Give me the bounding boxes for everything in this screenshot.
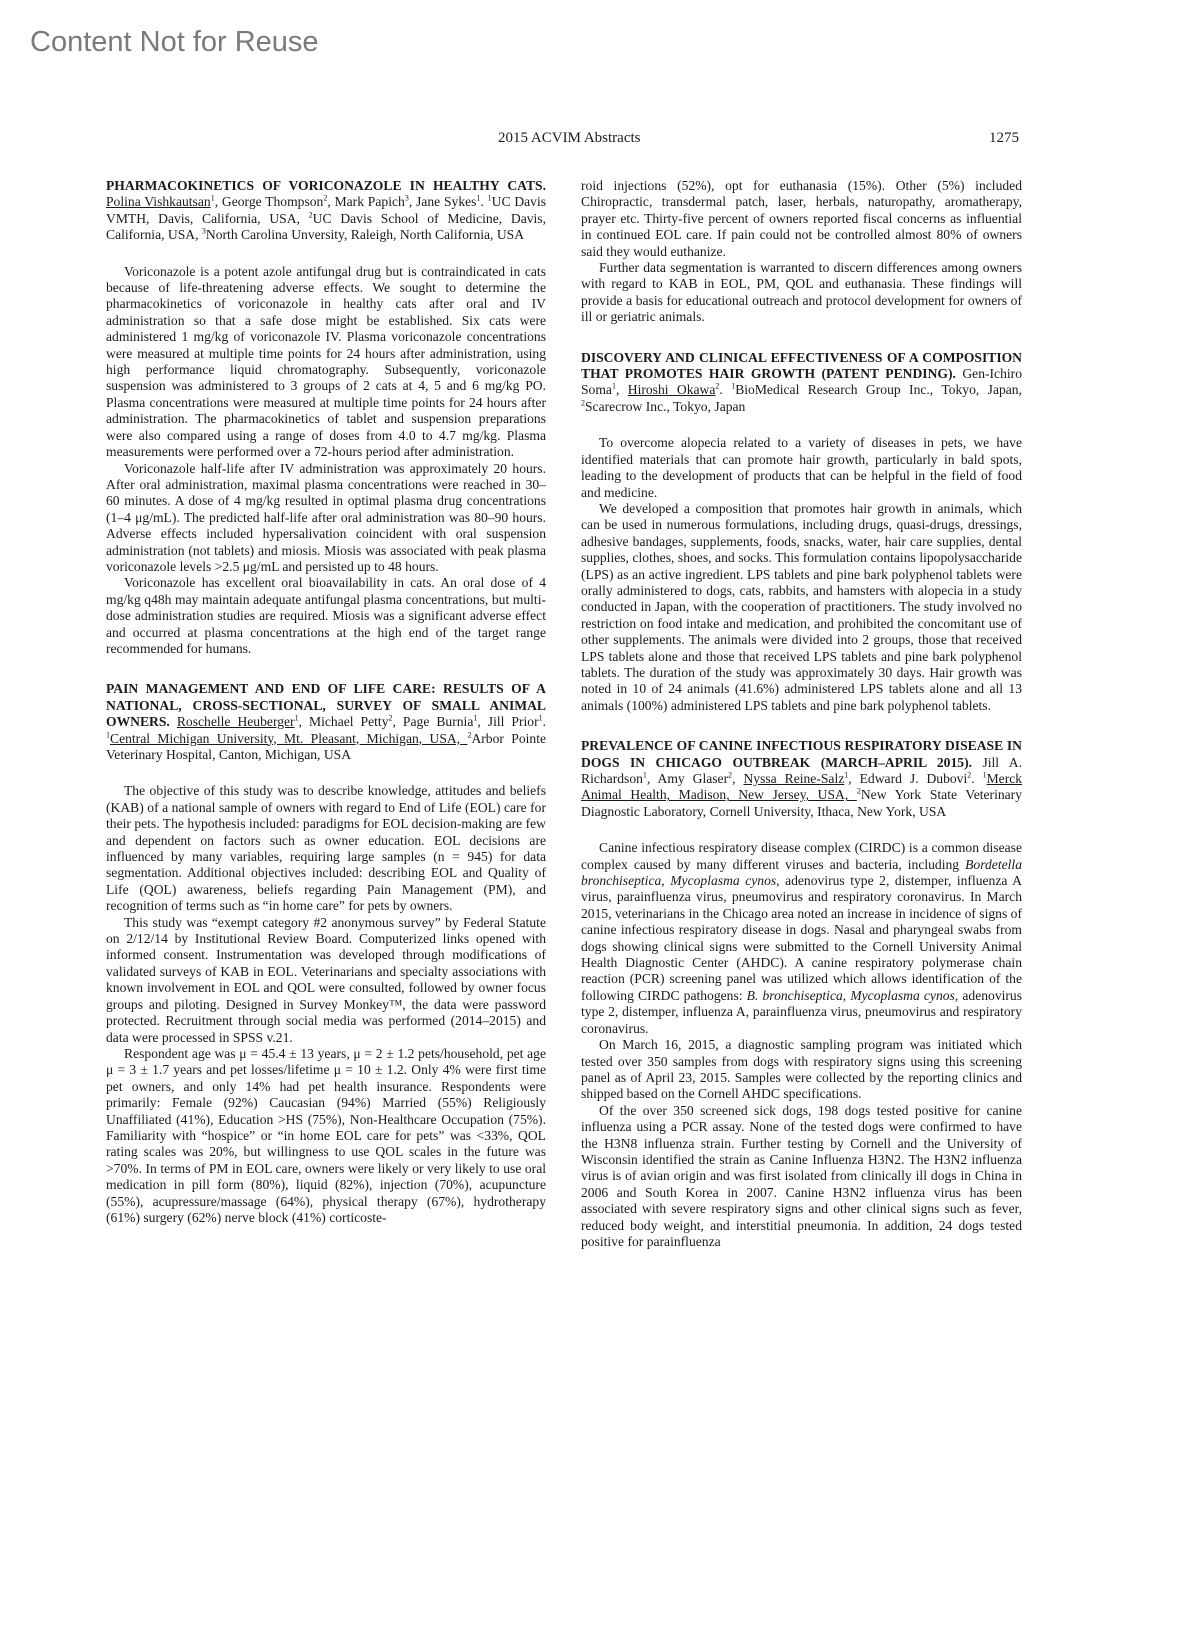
author-superscript: 1 [642, 770, 647, 780]
page-number: 1275 [989, 130, 1019, 146]
abstract-header [581, 350, 1022, 416]
affiliation: North Carolina Unversity, Raleigh, North California, USA [205, 227, 525, 243]
affiliation: New York State Veterinary Diagnostic Laboratory, Cornell University, Ithaca, New York, USA [581, 787, 1023, 819]
author-separator: , [646, 771, 658, 786]
abstract-header [581, 738, 1022, 820]
author-superscript: 2 [967, 770, 972, 780]
affiliation-superscript: 1 [487, 193, 492, 203]
affiliation-superscript: 1 [982, 770, 987, 780]
running-head [0, 130, 1200, 150]
abstract-paragraph: The objective of this study was to describe knowledge, attitudes and beliefs (KAB) of a national sample of owners with regard to End of Life (EOL) care for their pets. The hypothesis included: paradigms for EOL decision-making are few and dependent on factors such as owner education. EOL decisions are influenced by many variables, requiring large samples (n = 945) for data segmentation. Additional objectives included: describing EOL and Quality of Life (QOL) awareness, beliefs regarding Pain Management (PM), and recognition of terms such as “in home care” for pets by owners. [106, 783, 546, 914]
affiliation-superscript: 3 [201, 226, 206, 236]
affiliation-superscript: 2 [467, 730, 472, 740]
affiliation: BioMedical Research Group Inc., Tokyo, Japan, [735, 382, 1022, 398]
author-separator: , [848, 771, 860, 786]
author-separator: . [971, 771, 983, 786]
author-name: Roschelle Heuberger [176, 714, 295, 730]
species-name: Mycoplasma cynos [670, 873, 777, 889]
abstract-paragraph: Of the over 350 screened sick dogs, 198 dogs tested positive for canine influenza using a PCR assay. None of the tested dogs were confirmed to have the H3N8 influenza strain. Further testing by Cornell and the University of Wisconsin identified the strain as Canine Influenza H3N2. The H3N2 influenza virus is of avian origin and was first isolated from clinically ill dogs in China in 2006 and South Korea in 2007. Canine H3N2 influenza virus has been associated with severe respiratory signs and other clinical signs such as fever, reduced body weight, and interstitial pneumonia. In addition, 24 dogs tested positive for parainfluenza [581, 1102, 1022, 1249]
abstract-canine-respiratory [581, 738, 1022, 1250]
abstract-header [106, 178, 546, 244]
author-name: Jill A. Richardson [581, 754, 1022, 786]
author-name: Mark Papich [334, 194, 405, 210]
author-separator: , [615, 382, 628, 398]
author-name: Gen-Ichiro Soma [581, 366, 1022, 398]
author-name: Jane Sykes [416, 194, 477, 210]
affiliation: Scarecrow Inc., Tokyo, Japan [585, 398, 746, 414]
author-separator: . [542, 714, 547, 730]
species-name: B. bronchiseptica [746, 987, 843, 1003]
author-separator: . [480, 194, 488, 210]
affiliation-superscript: 1 [731, 381, 736, 391]
author-superscript: 1 [210, 193, 215, 203]
author-name: Nyssa Reine-Salz [743, 771, 845, 786]
abstract-paragraph: Respondent age was μ = 45.4 ± 13 years, μ = 2 ± 1.2 pets/household, pet age μ = 3 ± 1.7 years and pet losses/lifetime μ = 10 ± 1.2. Only 4% were first time pet owners, and only 14% had pet health insurance. Respondents were primarily: Female (92%) Caucasian (94%) Married (55%) Religiously Unaffiliated (41%), Education >HS (75%), Non-Healthcare Occupation (75%). Familiarity with “hospice” or “in home EOL care for pets” was <33%, QOL rating scales was 20%, but willingness to use QOL scales in the future was >70%. In terms of PM in EOL care, owners were likely or very likely to use oral medication in pill form (80%), liquid (82%), injection (70%), acupuncture (55%), acupressure/massage (64%), physical therapy (67%), hydrotherapy (61%) surgery (62%) nerve block (41%) corticoste- [106, 1045, 546, 1225]
text-run: , adenovirus type 2, distemper, influenza A, parainfluenza virus, pneumovirus and respiratory coronavirus. [581, 987, 1023, 1036]
author-name: Jill Prior [487, 714, 539, 730]
author-separator: , [327, 194, 335, 210]
abstract-paragraph: Voriconazole half-life after IV administration was approximately 20 hours. After oral administration, maximal plasma concentrations were reached in 30–60 minutes. A dose of 4 mg/kg resulted in optimal plasma drug concentrations (1–4 μg/mL). The predicted half-life after oral administration was 80–90 hours. Adverse effects included hypersalivation coincident with oral suspension administration (not tablets) and miosis. Miosis was associated with peak plasma voriconazole levels >2.5 μg/mL and persisted up to 48 hours. [106, 460, 546, 574]
author-superscript: 3 [404, 193, 409, 203]
author-separator: , [214, 194, 222, 210]
author-separator: , [477, 714, 488, 730]
text-run: Canine infectious respiratory disease complex (CIRDC) is a common disease complex caused by many different viruses and bacteria, including [581, 840, 1022, 872]
abstract-pain-management-continued [581, 178, 1022, 326]
abstract-title: PAIN MANAGEMENT AND END OF LIFE CARE: RESULTS OF A NATIONAL, CROSS-SECTIONAL, SURVEY OF SMALL ANIMAL OWNERS. [106, 681, 546, 730]
abstract-paragraph: To overcome alopecia related to a variety of diseases in pets, we have identified materials that can promote hair growth, particularly in bald spots, leading to the development of products that can be helpful in the field of food and medicine. [581, 435, 1022, 500]
abstract-paragraph: On March 16, 2015, a diagnostic sampling program was initiated which tested over 350 samples from dogs with respiratory signs using this screening panel as of April 23, 2015. Samples were collected by the reporting clinics and shipped based on the Cornell AHDC specifications. [581, 1037, 1022, 1102]
author-superscript: 1 [844, 770, 849, 780]
affiliation: Central Michigan University, Mt. Pleasant, Michigan, USA, [110, 730, 468, 746]
journal-name: 2015 ACVIM Abstracts [498, 130, 641, 146]
text-run: , [842, 987, 851, 1003]
author-superscript: 1 [473, 713, 478, 723]
watermark: Content Not for Reuse [30, 26, 319, 58]
abstract-paragraph: This study was “exempt category #2 anonymous survey” by Federal Statute on 2/12/14 by Institutional Review Board. Computerized links opened with informed consent. Instrumentation was developed through modifications of validated surveys of KAB in EOL. Veterinarians and specialty associations with known involvement in EOL and QOL were consulted, followed by owner focus groups and piloting. Designed in Survey Monkey™, the data were password protected. Recruitment through social media was performed (2014–2015) and data were processed in SPSS v.21. [106, 914, 546, 1045]
text-run: , adenovirus type 2, distemper, influenza A virus, parainfluenza virus, pneumovirus and respiratory coronavirus. In March 2015, veterinarians in the Chicago area noted an increase in incidence of signs of canine infectious respiratory disease in dogs. Nasal and pharyngeal swabs from dogs showing clinical signs were submitted to the Cornell University Animal Health Diagnostic Center (AHDC). A canine respiratory polymerase chain reaction (PCR) screening panel was utilized which allows identification of the following CIRDC pathogens: [581, 873, 1023, 1003]
author-superscript: 1 [476, 193, 481, 203]
author-superscript: 1 [538, 713, 543, 723]
abstract-paragraph: Further data segmentation is warranted to discern differences among owners with regard to KAB in EOL, PM, QOL and euthanasia. These findings will provide a basis for educational outreach and protocol development for owners of ill or geriatric animals. [581, 260, 1022, 325]
affiliation: UC Davis VMTH, Davis, California, USA, [106, 194, 547, 226]
abstract-hair-growth [581, 350, 1022, 715]
affiliation-superscript: 2 [308, 210, 313, 220]
abstract-pain-management [106, 681, 546, 1226]
abstract-title: PHARMACOKINETICS OF VORICONAZOLE IN HEALTHY CATS. [106, 178, 546, 193]
author-separator: , [732, 771, 744, 786]
abstract-paragraph [581, 840, 1022, 1037]
abstract-paragraph: We developed a composition that promotes hair growth in animals, which can be used in numerous formulations, including drugs, quasi-drugs, dressings, adhesive bandages, supplements, foods, snacks, water, hair care supplies, dental supplies, clothes, shoes, and socks. This formulation contains lipopolysaccharide (LPS) as an active ingredient. LPS tablets and pine bark polyphenol tablets were orally administered to dogs, cats, rabbits, and hamsters with alopecia in a study conducted in Japan, with the cooperation of practitioners. The study involved no restriction on food intake and medication, and prohibited the concomitant use of other supplements. The animals were divided into 2 groups, those that received LPS tablets alone and those that received LPS tablets and pine bark polyphenol tablets. The duration of the study was approximately 30 days. Hair growth was noted in 10 of 24 animals (41.6%) administered LPS tablets alone and all 13 animals (100%) administered LPS tablets and pine bark polyphenol tablets. [581, 500, 1022, 713]
abstract-header [106, 681, 546, 763]
author-name: Amy Glaser [657, 771, 729, 786]
affiliation-superscript: 2 [856, 786, 861, 796]
author-superscript: 1 [611, 381, 616, 391]
author-separator: , [298, 714, 309, 730]
author-name: Edward J. Dubovi [859, 771, 968, 786]
author-name: Hiroshi Okawa [627, 382, 716, 398]
author-separator: , [392, 714, 403, 730]
author-name: Page Burnia [402, 714, 474, 730]
author-superscript: 2 [388, 713, 393, 723]
left-column [106, 178, 546, 1250]
author-superscript: 1 [294, 713, 299, 723]
affiliation: Merck Animal Health, Madison, New Jersey, USA, [581, 771, 1023, 803]
affiliation: UC Davis School of Medicine, Davis, California, USA, [106, 210, 546, 243]
author-name: Michael Petty [309, 714, 389, 730]
author-name: George Thompson [221, 194, 324, 210]
author-name: Polina Vishkautsan [106, 194, 211, 210]
abstract-paragraph: Voriconazole has excellent oral bioavailability in cats. An oral dose of 4 mg/kg q48h may maintain adequate antifungal plasma concentrations, but multi-dose administration studies are required. Miosis was a significant adverse effect and occurred at plasma concentrations at the high end of the target range recommended for humans. [106, 575, 546, 656]
author-superscript: 2 [323, 193, 328, 203]
species-name: Mycoplasma cynos [850, 987, 955, 1003]
author-separator: . [719, 382, 732, 398]
affiliation: Arbor Pointe Veterinary Hospital, Canton, Michigan, USA [106, 730, 546, 762]
abstract-voriconazole [106, 178, 546, 657]
author-separator: , [408, 194, 417, 210]
abstract-title: PREVALENCE OF CANINE INFECTIOUS RESPIRATORY DISEASE IN DOGS IN CHICAGO OUTBREAK (MARCH–APRIL 2015). [581, 738, 1022, 770]
affiliation-superscript: 2 [581, 398, 585, 408]
abstract-paragraph: Voriconazole is a potent azole antifungal drug but is contraindicated in cats because of life-threatening adverse effects. We sought to determine the pharmacokinetics of voriconazole in healthy cats after oral and IV administration so that a safe dose might be established. Six cats were administered 1 mg/kg of voriconazole IV. Plasma voriconazole concentrations were measured at multiple time points for 24 hours after administration, using high performance liquid chromatography. Subsequently, voriconazole suspension was administered to 3 groups of 2 cats at 4, 5 and 6 mg/kg PO. Plasma concentrations were measured at multiple time points for 24 hours after administration. The pharmacokinetics of tablet and suspension preparations were also compared using a range of doses from 4.0 to 4.7 mg/kg. Plasma measurements were performed over a 72-hours period after administration. [106, 263, 546, 460]
affiliation-superscript: 1 [106, 730, 110, 740]
abstract-title: DISCOVERY AND CLINICAL EFFECTIVENESS OF A COMPOSITION THAT PROMOTES HAIR GROWTH (PATENT PENDING). [581, 349, 1022, 382]
author-superscript: 2 [715, 381, 720, 391]
text-run: , [661, 873, 671, 889]
species-name: Bordetella bronchiseptica [581, 856, 1022, 889]
author-superscript: 2 [728, 770, 733, 780]
right-column [581, 178, 1022, 1274]
abstract-paragraph: roid injections (52%), opt for euthanasia (15%). Other (5%) included Chiropractic, transdermal patch, laser, herbals, naturopathy, aromatherapy, prayer etc. Thirty-five percent of owners reported fiscal concerns as influential in continued EOL care. If pain could not be controlled almost 80% of owners said they would euthanize. [581, 178, 1022, 259]
